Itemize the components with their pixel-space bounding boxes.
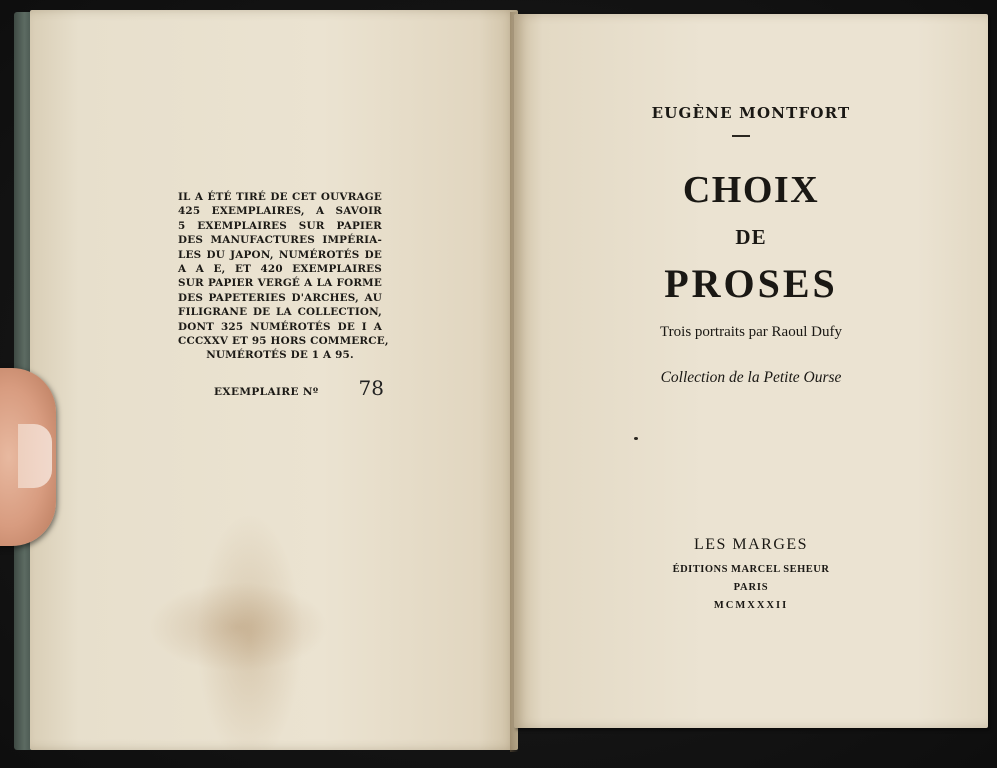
publisher-name: LES MARGES <box>693 536 809 553</box>
colophon-line: CCCXXV ET 95 HORS COMMERCE, <box>178 335 389 348</box>
ink-speck <box>634 437 638 440</box>
subtitle: Trois portraits par Raoul Dufy <box>660 324 842 340</box>
author-name: EUGÈNE MONTFORT <box>651 104 851 122</box>
colophon-line: DES MANUFACTURES IMPÉRIA- <box>178 234 382 247</box>
paper-stain <box>148 582 328 672</box>
colophon-line: IL A ÉTÉ TIRÉ DE CET OUVRAGE <box>178 191 382 203</box>
title-line-3: PROSES <box>664 261 838 306</box>
colophon-line: DONT 325 NUMÉROTÉS DE I A <box>178 320 382 333</box>
publication-year: MCMXXXII <box>713 600 789 611</box>
colophon-block <box>178 190 389 363</box>
copy-number: 78 <box>358 376 384 400</box>
colophon-line: SUR PAPIER VERGÉ A LA FORME <box>178 277 382 290</box>
colophon-line: NUMÉROTÉS DE 1 A 95. <box>206 349 354 362</box>
author-rule <box>732 135 750 137</box>
colophon-line: DES PAPETERIES D'ARCHES, AU <box>178 291 382 304</box>
collection-name: Collection de la Petite Ourse <box>660 369 842 386</box>
title-line-1: CHOIX <box>682 169 820 211</box>
colophon-line: LES DU JAPON, NUMÉROTÉS DE <box>178 248 382 261</box>
title-line-2: DE <box>735 225 767 249</box>
title-page <box>514 14 988 728</box>
left-page <box>30 10 518 750</box>
imprint-name: ÉDITIONS MARCEL SEHEUR <box>672 564 830 575</box>
colophon-line: A A E, ET 420 EXEMPLAIRES <box>178 263 382 276</box>
copy-label: EXEMPLAIRE Nº <box>214 386 319 398</box>
thumbnail-nail <box>18 424 52 488</box>
colophon-line: FILIGRANE DE LA COLLECTION, <box>178 306 382 319</box>
colophon-line: 5 EXEMPLAIRES SUR PAPIER <box>178 219 382 232</box>
copy-number-row <box>214 376 384 400</box>
colophon-line: 425 EXEMPLAIRES, A SAVOIR <box>178 205 382 218</box>
publication-city: PARIS <box>733 582 769 593</box>
